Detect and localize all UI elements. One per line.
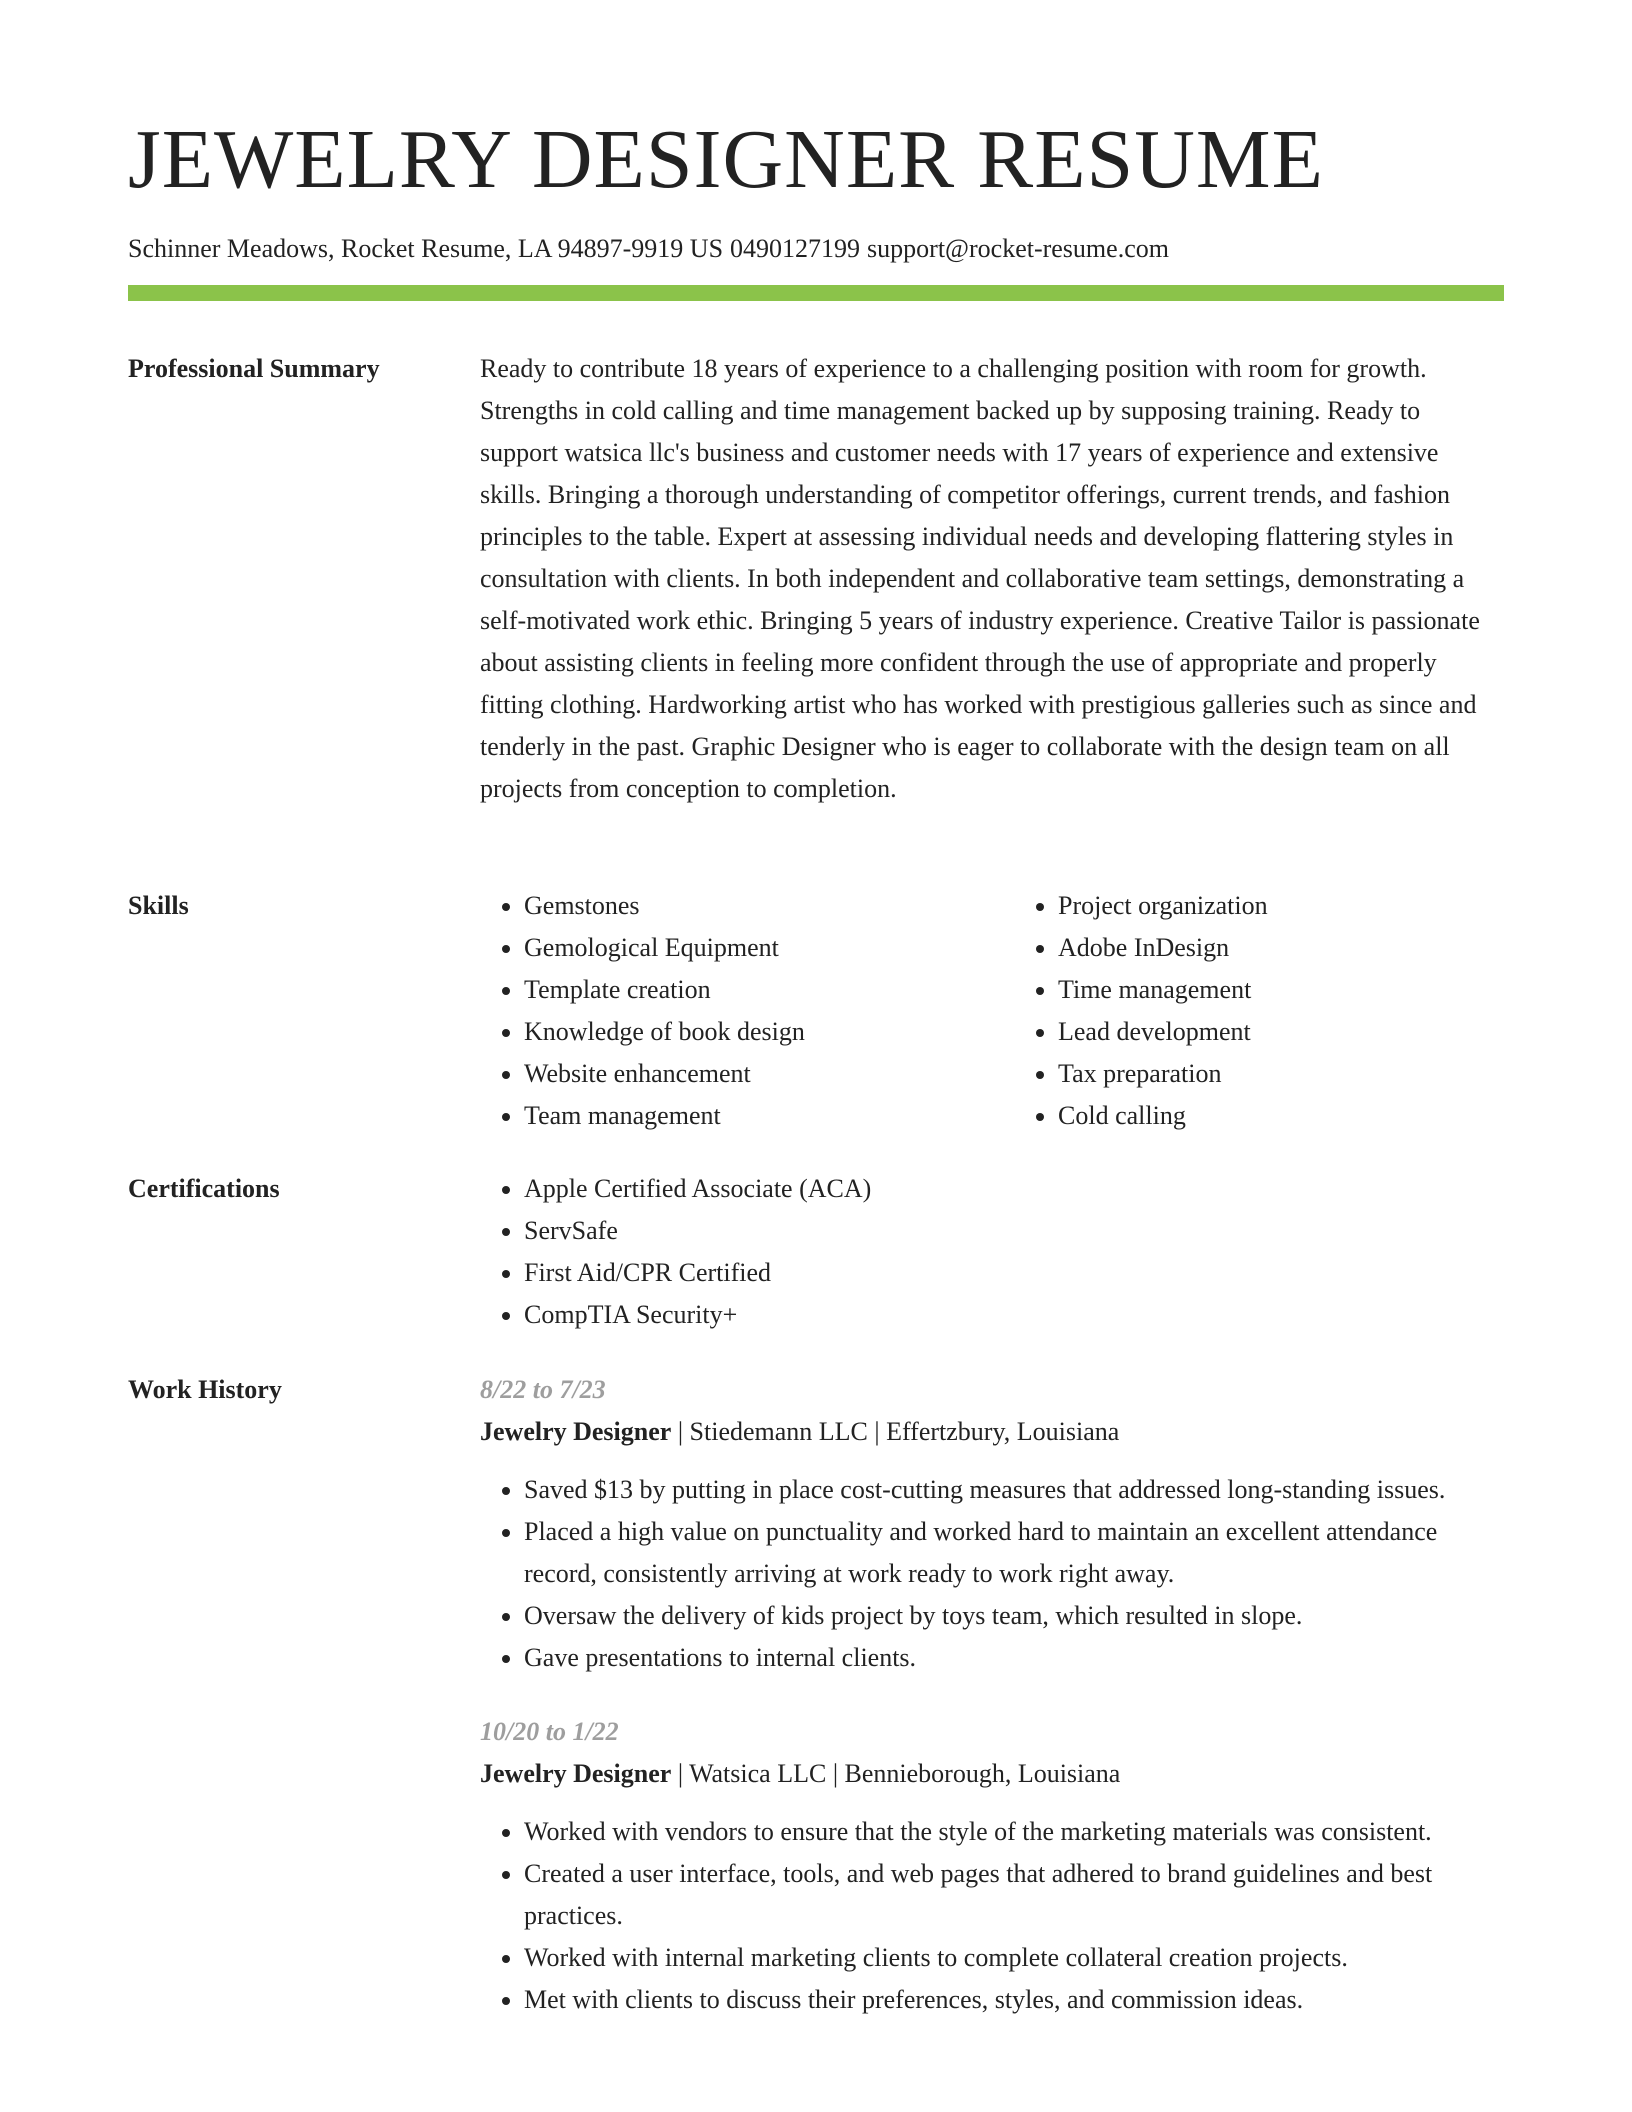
accent-divider	[128, 285, 1504, 301]
job-bullets	[480, 1811, 1504, 2021]
job-bullet: • Met with clients to discuss their preferences, styles, and commission ideas.	[524, 1979, 1504, 2021]
skill-item: • Gemological Equipment	[524, 927, 970, 969]
job-bullet: • Gave presentations to internal clients.	[524, 1637, 1504, 1679]
job-entry	[480, 1369, 1504, 1679]
skills-heading: Skills	[128, 891, 189, 920]
summary-body	[480, 348, 1504, 810]
certification-item: • First Aid/CPR Certified	[524, 1252, 1504, 1294]
contact-email[interactable]: support@rocket-resume.com	[867, 234, 1169, 263]
contact-phone: 0490127199	[730, 234, 861, 263]
certification-item: • CompTIA Security+	[524, 1294, 1504, 1336]
resume-title: JEWELRY DESIGNER RESUME	[128, 113, 1324, 206]
certification-item: • Apple Certified Associate (ACA)	[524, 1168, 1504, 1210]
job-heading	[480, 1753, 1504, 1795]
skill-item: • Website enhancement	[524, 1053, 970, 1095]
job-bullet: • Worked with vendors to ensure that the style of the marketing materials was consistent.	[524, 1811, 1504, 1853]
certifications-heading: Certifications	[128, 1174, 280, 1203]
job-title: Jewelry Designer	[480, 1417, 672, 1446]
contact-line	[128, 232, 1169, 266]
skills-body	[480, 885, 1504, 1137]
job-dates: 8/22 to 7/23	[480, 1375, 606, 1404]
skill-item: • Cold calling	[1058, 1095, 1504, 1137]
summary-heading: Professional Summary	[128, 354, 380, 383]
skill-item: • Gemstones	[524, 885, 970, 927]
certification-item: • ServSafe	[524, 1210, 1504, 1252]
certifications-list	[480, 1168, 1504, 1336]
job-details: | Watsica LLC | Bennieborough, Louisiana	[671, 1759, 1121, 1788]
skill-item: • Template creation	[524, 969, 970, 1011]
skill-item: • Time management	[1058, 969, 1504, 1011]
job-bullet: • Placed a high value on punctuality and worked hard to maintain an excellent attendance record, consistently arriving at work ready to work right away.	[524, 1511, 1504, 1595]
job-bullet: • Worked with internal marketing clients to complete collateral creation projects.	[524, 1937, 1504, 1979]
job-bullet: • Oversaw the delivery of kids project by toys team, which resulted in slope.	[524, 1595, 1504, 1637]
job-bullet: • Saved $13 by putting in place cost-cutting measures that addressed long-standing issues.	[524, 1469, 1504, 1511]
contact-address: Schinner Meadows, Rocket Resume, LA 94897-9919 US	[128, 234, 724, 263]
skill-item: • Tax preparation	[1058, 1053, 1504, 1095]
skill-item: • Knowledge of book design	[524, 1011, 970, 1053]
skill-item: • Lead development	[1058, 1011, 1504, 1053]
certifications-body	[480, 1168, 1504, 1336]
skill-item: • Team management	[524, 1095, 970, 1137]
skill-item: • Adobe InDesign	[1058, 927, 1504, 969]
work-history-body	[480, 1369, 1504, 2053]
job-dates: 10/20 to 1/22	[480, 1717, 619, 1746]
job-entry	[480, 1711, 1504, 2021]
skills-list-left	[480, 885, 970, 1137]
skills-list-right	[1014, 885, 1504, 1137]
work-history-heading: Work History	[128, 1375, 282, 1404]
job-title: Jewelry Designer	[480, 1759, 672, 1788]
skill-item: • Project organization	[1058, 885, 1504, 927]
job-details: | Stiedemann LLC | Effertzbury, Louisiana	[671, 1417, 1120, 1446]
job-bullet: • Created a user interface, tools, and web pages that adhered to brand guidelines and best practices.	[524, 1853, 1504, 1937]
job-heading	[480, 1411, 1504, 1453]
summary-text: Ready to contribute 18 years of experience to a challenging position with room for growth. Strengths in cold calling and time management backed up by supposing training. Ready to support watsica llc's business and customer needs with 17 years of experience and extensive skills. Bringing a thorough understanding of competitor offerings, current trends, and fashion principles to the table. Expert at assessing individual needs and developing flattering styles in consultation with clients. In both independent and collaborative team settings, demonstrating a self-motivated work ethic. Bringing 5 years of industry experience. Creative Tailor is passionate about assisting clients in feeling more confident through the use of appropriate and properly fitting clothing. Hardworking artist who has worked with prestigious galleries such as since and tenderly in the past. Graphic Designer who is eager to collaborate with the design team on all projects from conception to completion.	[480, 354, 1480, 803]
job-bullets	[480, 1469, 1504, 1679]
